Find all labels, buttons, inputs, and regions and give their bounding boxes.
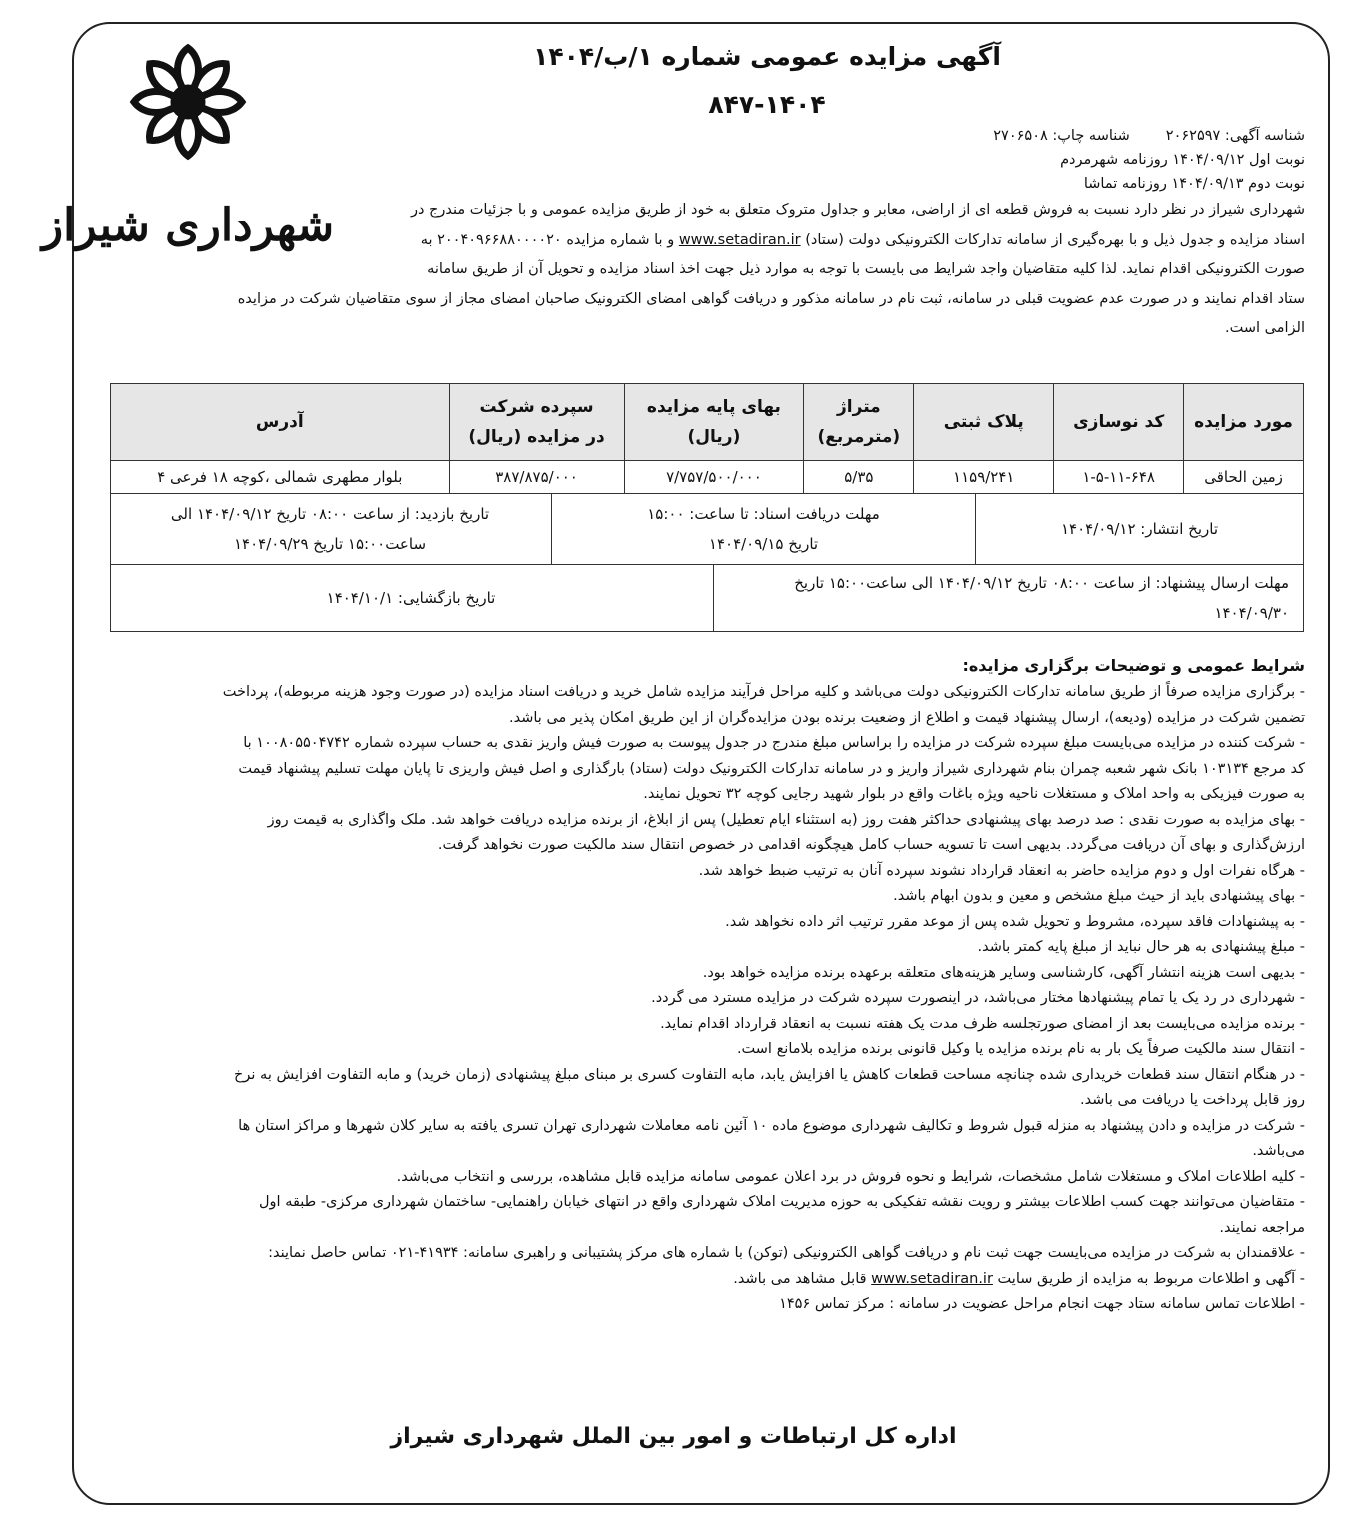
dates-table <box>110 494 1304 632</box>
table-header-row <box>111 384 1304 461</box>
header-area: متراژ (مترمربع) <box>804 384 914 461</box>
terms-line: - اطلاعات تماس سامانه ستاد جهت انجام مراحل عضویت در سامانه : مرکز تماس ۱۴۵۶ <box>779 1296 1305 1312</box>
terms-line <box>103 1267 1305 1293</box>
header-price: بهای پایه مزایده (ریال) <box>624 384 804 461</box>
intro-line <box>103 226 1305 256</box>
ad-ids <box>405 124 1305 148</box>
intro-line: ستاد اقدام نمایند و در صورت عدم عضویت قبلی در سامانه، ثبت نام در سامانه مذکور و دریافت گواهی امضای الکترونیک صاحبان امضای مجاز از سوی متقاضیان شرکت در مزایده <box>237 290 1305 307</box>
terms-line: ارزش‌گذاری و بهای آن دریافت می‌گردد. بدیهی است تا تسویه حساب کامل هیچگونه اقدامی در خصوص انتقال سند مالکیت صورت نخواهد گرفت. <box>437 837 1305 853</box>
terms-line: - شرکت کننده در مزایده می‌بایست مبلغ سپرده شرکت در مزایده را براساس مبلغ مندرج در جدول پیوست به صورت فیش واریز نقدی به حساب سپرده شماره ۱۰۰۸۰۵۵۰۴۷۴۲ با <box>243 735 1305 751</box>
terms-line: - متقاضیان می‌توانند جهت کسب اطلاعات بیشتر و رویت نقشه تفکیکی به حوزه مدیریت املاک شهرداری واقع در انتهای خیابان راهنمایی- ساختمان شهرداری مرکزی- طبقه اول <box>259 1194 1305 1210</box>
first-round: نوبت اول ۱۴۰۴/۰۹/۱۲ روزنامه شهرمردم <box>1060 152 1305 168</box>
terms-line: روز قابل پرداخت یا دریافت می باشد. <box>1080 1092 1305 1108</box>
table-row <box>111 461 1304 494</box>
intro-text: اسناد مزایده و جدول ذیل و با بهره‌گیری از سامانه تدارکات الکترونیکی دولت (ستاد) <box>800 231 1305 248</box>
ad-id: شناسه آگهی: ۲۰۶۲۵۹۷ <box>1165 128 1305 144</box>
cell-code: ۱-۵-۱۱-۶۴۸ <box>1054 461 1184 494</box>
second-round: نوبت دوم ۱۴۰۴/۰۹/۱۳ روزنامه تماشا <box>1083 176 1305 192</box>
header-item: مورد مزایده <box>1184 384 1304 461</box>
terms-line: - بدیهی است هزینه انتشار آگهی، کارشناسی وسایر هزینه‌های متعلقه برعهده برنده مزایده خواهد بود. <box>702 964 1305 981</box>
terms-line: - علاقمندان به شرکت در مزایده می‌بایست جهت ثبت نام و دریافت گواهی الکترونیکی (توکن) با شماره های مرکز پشتیبانی و راهبری سامانه: ۴۱۹۳۴-۰۲۱ تماس حاصل نمایند: <box>268 1245 1305 1261</box>
terms-text: - آگهی و اطلاعات مربوط به مزایده از طریق سایت <box>992 1270 1305 1287</box>
terms-line: - در هنگام انتقال سند قطعات خریداری شده چنانچه مساحت قطعات کاهش یا افزایش یابد، مابه التفاوت کسری بر مبنای مبلغ پیشنهادی (زمان خرید) و مابه التفاوت افزایش به نرخ <box>234 1066 1305 1083</box>
terms-line: کد مرجع ۱۰۳۱۳۴ بانک شهر شعبه چمران بنام شهرداری شیراز واریز و در سامانه تدارکات الکترونیک دولت (ستاد) بارگذاری و اصل فیش واریزی تا پایان مهلت تسلیم پیشنهاد قیمت <box>238 760 1305 777</box>
terms-line: - مبلغ پیشنهادی به هر حال نباید از مبلغ پایه کمتر باشد. <box>977 939 1305 955</box>
terms-line: - هرگاه نفرات اول و دوم مزایده حاضر به انعقاد قرارداد نشوند سپرده آنان به ترتیب ضبط خواهد شد. <box>698 862 1305 879</box>
terms-line: - به پیشنهادات فاقد سپرده، مشروط و تحویل شده پس از موعد مقرر ترتیب اثر داده نخواهد شد. <box>725 913 1305 930</box>
setadiran-link[interactable]: www.setadiran.ir <box>678 231 801 248</box>
cell-plaque: ۱۱۵۹/۲۴۱ <box>914 461 1054 494</box>
terms-line: مراجعه نمایند. <box>1219 1219 1305 1236</box>
ad-title: آگهی مزایده عمومی شماره ۱/ب/۱۴۰۴ <box>533 42 1001 71</box>
docs-deadline: مهلت دریافت اسناد: تا ساعت: ۱۵:۰۰ تاریخ ۱۴۰۴/۰۹/۱۵ <box>551 494 975 564</box>
visit-date: تاریخ بازدید: از ساعت ۰۸:۰۰ تاریخ ۱۴۰۴/۰۹/۱۲ الی ساعت۱۵:۰۰ تاریخ ۱۴۰۴/۰۹/۲۹ <box>170 505 490 553</box>
setadiran-link[interactable]: www.setadiran.ir <box>871 1270 993 1287</box>
intro-text: و با شماره مزایده ۲۰۰۴۰۹۶۶۸۸۰۰۰۰۲۰ به <box>420 231 679 248</box>
cell-deposit: ۳۸۷/۸۷۵/۰۰۰ <box>449 461 624 494</box>
terms-line: - برنده مزایده می‌بایست بعد از امضای صورتجلسه ظرف مدت یک هفته نسبت به انعقاد قرارداد اقدام نماید. <box>660 1015 1305 1032</box>
footer-signature: اداره کل ارتباطات و امور بین الملل شهرداری شیراز <box>390 1424 957 1449</box>
offer-deadline: مهلت ارسال پیشنهاد: از ساعت ۰۸:۰۰ تاریخ ۱۴۰۴/۰۹/۱۲ الی ساعت۱۵:۰۰ تاریخ ۱۴۰۴/۰۹/۳۰ <box>713 564 1303 632</box>
publish-date: تاریخ انتشار: ۱۴۰۴/۰۹/۱۲ <box>975 494 1303 564</box>
cell-address: بلوار مطهری شمالی ،کوچه ۱۸ فرعی ۴ <box>111 461 450 494</box>
terms-line: می‌باشد. <box>1252 1143 1305 1159</box>
ad-number: ۸۴۷-۱۴۰۴ <box>708 90 826 119</box>
ad-meta <box>405 124 1305 196</box>
terms-line: تضمین شرکت در مزایده (ودیعه)، ارسال پیشنهاد قیمت و اطلاع از وضعیت برنده بودن مزایده‌گران از این طریق امکان پذیر می باشد. <box>509 709 1305 726</box>
terms-line: - بهای پیشنهادی باید از حیث مبلغ مشخص و معین و بدون ابهام باشد. <box>893 888 1305 904</box>
intro-line: صورت الکترونیکی اقدام نماید. لذا کلیه متقاضیان واجد شرایط می بایست با توجه به موارد ذیل جهت اخذ اسناد مزایده و تحویل آن از طریق سامانه <box>427 261 1305 277</box>
cell-item: زمین الحاقی <box>1184 461 1304 494</box>
intro-line: شهرداری شیراز در نظر دارد نسبت به فروش قطعه ای از اراضی، معابر و جداول متروک متعلق به خود از طریق مزایده عمومی و با جزئیات مندرج در <box>410 202 1305 218</box>
terms-heading: شرایط عمومی و توضیحات برگزاری مزایده: <box>962 656 1305 675</box>
print-id: شناسه چاپ: ۲۷۰۶۵۰۸ <box>993 128 1130 144</box>
header-address: آدرس <box>111 384 450 461</box>
intro-paragraph <box>103 196 1305 344</box>
auction-items-table <box>110 383 1304 494</box>
opening-date: تاریخ بازگشایی: ۱۴۰۴/۱۰/۱ <box>326 589 496 607</box>
terms-section <box>103 652 1305 1318</box>
cell-area: ۵/۳۵ <box>804 461 914 494</box>
logo-text: شهرداری شیراز <box>41 200 335 251</box>
intro-line: الزامی است. <box>1225 320 1305 336</box>
terms-line: - بهای مزایده به صورت نقدی : صد درصد بهای پیشنهادی حداکثر هفت روز (به استثناء ایام تعطیل) پس از ابلاغ، از برنده مزایده دریافت خواهد شد. ملک واگذاری به قیمت روز <box>267 811 1305 828</box>
terms-line: - شرکت در مزایده و دادن پیشنهاد به منزله قبول شروط و تکالیف شهرداری موضوع ماده ۱۰ آئین نامه معاملات شهرداری تهران تسری یافته به سایر کلان شهرها و مراکز استان ها <box>238 1117 1305 1134</box>
header-deposit: سپرده شرکت در مزایده (ریال) <box>449 384 624 461</box>
cell-price: ۷/۷۵۷/۵۰۰/۰۰۰ <box>624 461 804 494</box>
header-code: کد نوسازی <box>1054 384 1184 461</box>
terms-line: - کلیه اطلاعات املاک و مستغلات شامل مشخصات، شرایط و نحوه فروش در برد اعلان عمومی سامانه مزایده قابل مشاهده، بررسی و انتخاب می‌باشد. <box>396 1168 1305 1185</box>
terms-text: قابل مشاهد می باشد. <box>733 1270 872 1287</box>
terms-line: - انتقال سند مالکیت صرفاً یک بار به نام برنده مزایده یا وکیل قانونی برنده مزایده بلامانع است. <box>736 1041 1305 1057</box>
terms-line: - شهرداری در رد یک یا تمام پیشنهادها مختار می‌باشد، در اینصورت سپرده شرکت در مزایده مسترد می گردد. <box>651 990 1305 1006</box>
terms-line: - برگزاری مزایده صرفاً از طریق سامانه تدارکات الکترونیکی دولت می‌باشد و کلیه مراحل فرآیند مزایده شامل خرید و دریافت اسناد مزایده (در صورت وجود هزینه مربوطه)، پرداخت <box>222 684 1305 700</box>
terms-line: به صورت فیزیکی به واحد املاک و مستغلات ناحیه ویژه باغات واقع در بلوار شهید رجایی کوچه ۳۲ تحویل نمایند. <box>643 786 1305 802</box>
header-plaque: پلاک ثبتی <box>914 384 1054 461</box>
